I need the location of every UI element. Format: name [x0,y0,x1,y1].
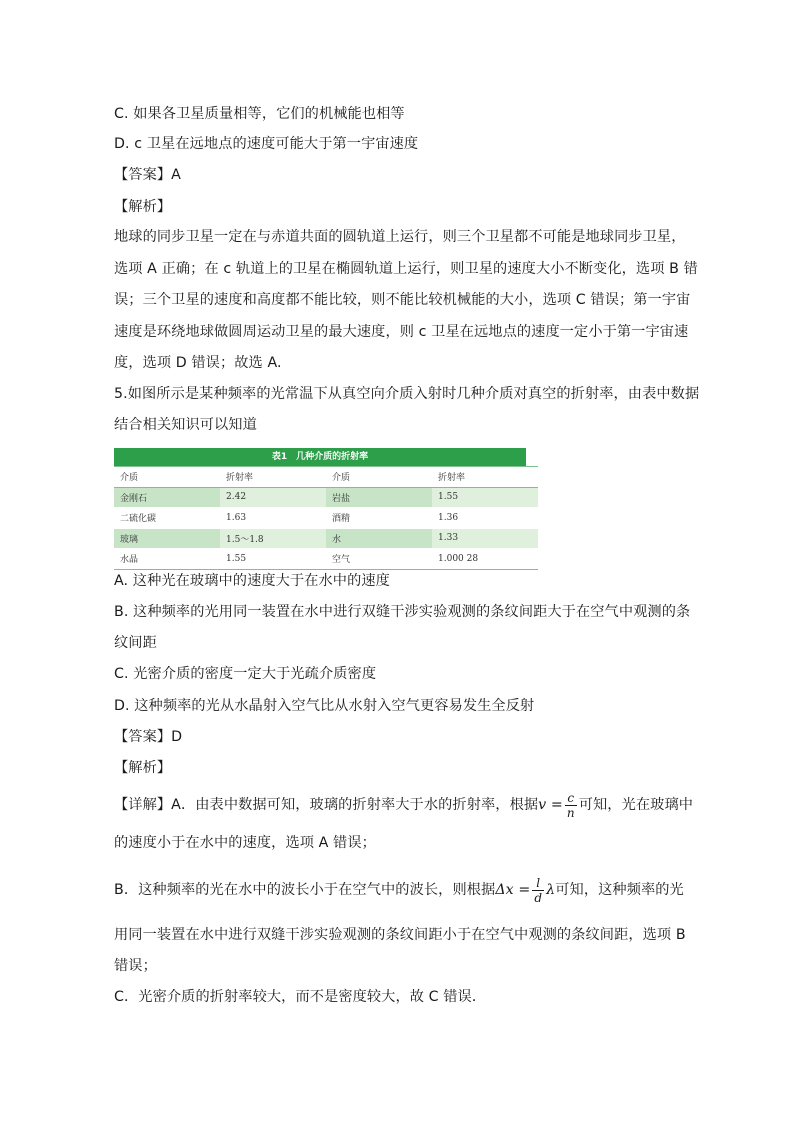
fraction-denominator: d [534,890,543,905]
answer-q4: 【答案】A [114,167,181,183]
table-header-row [114,467,538,488]
analysis-line: 误；三个卫星的速度和高度都不能比较，则不能比较机械能的大小，选项 C 错误；第一宇宙 [114,292,691,308]
table-cell: 水晶 [114,549,220,570]
detail-b-line-2: 用同一装置在水中进行双缝干涉实验观测的条纹间距小于在空气中观测的条纹间距，选项 B [114,927,686,943]
fraction-numerator: c [565,791,577,806]
fraction-numerator: l [532,876,544,891]
formula-dx-lhs: Δx = [495,882,531,898]
table-row [114,528,538,549]
table-title: 表1 几种介质的折射率 [114,448,526,466]
table-body [114,466,538,570]
detail-a-line [114,790,694,820]
option-b-q5-cont: 纹间距 [114,635,157,651]
table-cell: 玻璃 [114,528,220,549]
table-cell: 1.55 [220,549,326,570]
table-header-cell: 折射率 [220,467,326,488]
analysis-line: 地球的同步卫星一定在与赤道共面的圆轨道上运行，则三个卫星都不可能是地球同步卫星， [114,229,686,245]
question-5-stem: 5.如图所示是某种频率的光常温下从真空向介质入射时几种介质对真空的折射率，由表中数据 [114,386,700,402]
table-header-cell: 折射率 [432,467,538,488]
analysis-line: 度，选项 D 错误；故选 A. [114,355,282,371]
question-5-stem: 结合相关知识可以知道 [114,417,257,433]
table-cell: 水 [326,528,432,549]
analysis-line: 速度是环绕地球做圆周运动卫星的最大速度，则 c 卫星在远地点的速度一定小于第一宇宙速 [114,324,689,340]
table-row [114,487,538,508]
analysis-heading-q5: 【解析】 [114,760,172,776]
table-cell: 1.000 28 [432,549,538,570]
table-header-cell: 介质 [326,467,432,488]
analysis-line: 选项 A 正确；在 c 轨道上的卫星在椭圆轨道上运行，则卫星的速度大小不断变化，选项 B 错 [114,261,698,277]
option-b-q5: B. 这种频率的光用同一装置在水中进行双缝干涉实验观测的条纹间距大于在空气中观测的条 [114,604,691,620]
table-cell: 二硫化碳 [114,508,220,529]
table-cell: 酒精 [326,508,432,529]
option-a-q5: A. 这种光在玻璃中的速度大于在水中的速度 [114,573,390,589]
answer-q5: 【答案】D [114,729,183,745]
table-cell: 空气 [326,549,432,570]
table-cell: 1.33 [432,528,538,549]
fraction-denominator: n [566,805,575,820]
option-d-q4: D. c 卫星在远地点的速度可能大于第一宇宙速度 [114,136,419,152]
formula-lambda: λ [546,882,556,898]
option-c-q4: C. 如果各卫星质量相等，它们的机械能也相等 [114,106,405,122]
table-cell: 1.5～1.8 [220,528,326,549]
detail-b-text-cont: 可知，这种频率的光 [555,882,684,898]
detail-a-line-2: 的速度小于在水中的速度，选项 A 错误； [114,835,376,851]
table-cell: 1.63 [220,508,326,529]
table-cell: 1.55 [432,487,538,508]
table-row [114,549,538,570]
table-row [114,508,538,529]
analysis-heading-q4: 【解析】 [114,199,172,215]
detail-b-line [114,873,684,907]
table-header-cell: 介质 [114,467,220,488]
table-cell: 1.36 [432,508,538,529]
detail-a-text: 【详解】A．由表中数据可知，玻璃的折射率大于水的折射率，根据 [114,797,539,813]
table-cell: 岩盐 [326,487,432,508]
detail-b-text: B．这种频率的光在水中的波长小于在空气中的波长，则根据 [114,882,496,898]
formula-l-over-d [532,876,544,905]
formula-v-lhs: v = [538,797,563,813]
option-d-q5: D. 这种频率的光从水晶射入空气比从水射入空气更容易发生全反射 [114,698,535,714]
table-cell: 2.42 [220,487,326,508]
detail-c-line: C．光密介质的折射率较大，而不是密度较大，故 C 错误． [114,989,487,1005]
detail-b-line-3: 错误； [114,958,157,974]
detail-a-text-cont: 可知，光在玻璃中 [578,797,694,813]
option-c-q5: C. 光密介质的密度一定大于光疏介质密度 [114,666,377,682]
table-cell: 金刚石 [114,487,220,508]
formula-c-over-n [565,791,577,820]
refractive-index-table [114,448,526,564]
